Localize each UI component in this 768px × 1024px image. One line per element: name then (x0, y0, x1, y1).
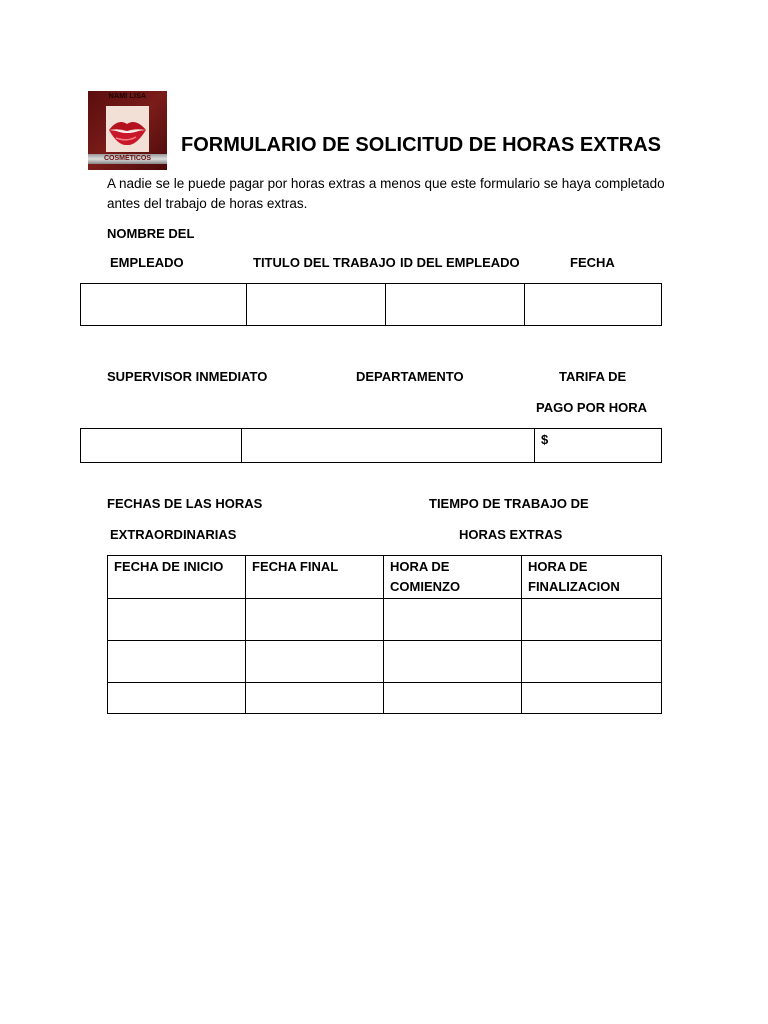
overtime-time-label-line2: HORAS EXTRAS (459, 527, 563, 542)
start-date-cell[interactable] (108, 641, 246, 683)
start-time-header: HORA DE COMIENZO (384, 556, 522, 599)
date-field[interactable] (525, 284, 662, 326)
employee-info-table (80, 283, 662, 326)
logo-top-text: NAMI LISA (108, 93, 147, 100)
logo-lips-panel (106, 106, 149, 152)
start-time-cell[interactable] (384, 683, 522, 714)
hourly-rate-field[interactable] (535, 429, 662, 463)
supervisor-label: SUPERVISOR INMEDIATO (107, 369, 268, 384)
start-date-cell[interactable] (108, 683, 246, 714)
rate-label-line1: TARIFA DE (559, 369, 627, 384)
table-row (108, 599, 662, 641)
start-date-cell[interactable] (108, 599, 246, 641)
form-title: FORMULARIO DE SOLICITUD DE HORAS EXTRAS (181, 134, 662, 156)
end-date-cell[interactable] (246, 683, 384, 714)
overtime-schedule-table (107, 555, 662, 714)
end-time-cell[interactable] (522, 641, 662, 683)
end-date-header: FECHA FINAL (246, 556, 384, 599)
currency-symbol: $ (541, 432, 549, 447)
table-row (108, 641, 662, 683)
start-time-cell[interactable] (384, 599, 522, 641)
department-label: DEPARTAMENTO (356, 369, 464, 384)
job-title-field[interactable] (247, 284, 386, 326)
lips-icon (106, 106, 149, 152)
intro-text: A nadie se le puede pagar por horas extras a menos que este formulario se haya completado antes del trabajo de horas extras. (107, 176, 665, 211)
end-time-cell[interactable] (522, 683, 662, 714)
employee-name-label-line2: EMPLEADO (110, 255, 184, 270)
table-row (108, 683, 662, 714)
overtime-time-label-line1: TIEMPO DE TRABAJO DE (429, 496, 589, 511)
start-time-cell[interactable] (384, 641, 522, 683)
end-date-cell[interactable] (246, 641, 384, 683)
end-time-cell[interactable] (522, 599, 662, 641)
logo-bottom-text: COSMÉTICOS (103, 155, 152, 162)
table-header-row (108, 556, 662, 599)
supervisor-field[interactable] (81, 429, 242, 463)
employee-name-label-line1: NOMBRE DEL (107, 226, 195, 241)
employee-id-field[interactable] (386, 284, 525, 326)
employee-name-field[interactable] (81, 284, 247, 326)
employee-id-label: ID DEL EMPLEADO (400, 255, 520, 270)
rate-label-line2: PAGO POR HORA (536, 400, 647, 415)
end-date-cell[interactable] (246, 599, 384, 641)
end-time-header: HORA DE FINALIZACION (522, 556, 662, 599)
overtime-dates-label-line1: FECHAS DE LAS HORAS (107, 496, 263, 511)
start-date-header: FECHA DE INICIO (108, 556, 246, 599)
overtime-dates-label-line2: EXTRAORDINARIAS (110, 527, 237, 542)
supervisor-info-table (80, 428, 662, 463)
company-logo (88, 91, 167, 170)
department-field[interactable] (242, 429, 535, 463)
date-label: FECHA (570, 255, 615, 270)
job-title-label: TITULO DEL TRABAJO (253, 255, 396, 270)
